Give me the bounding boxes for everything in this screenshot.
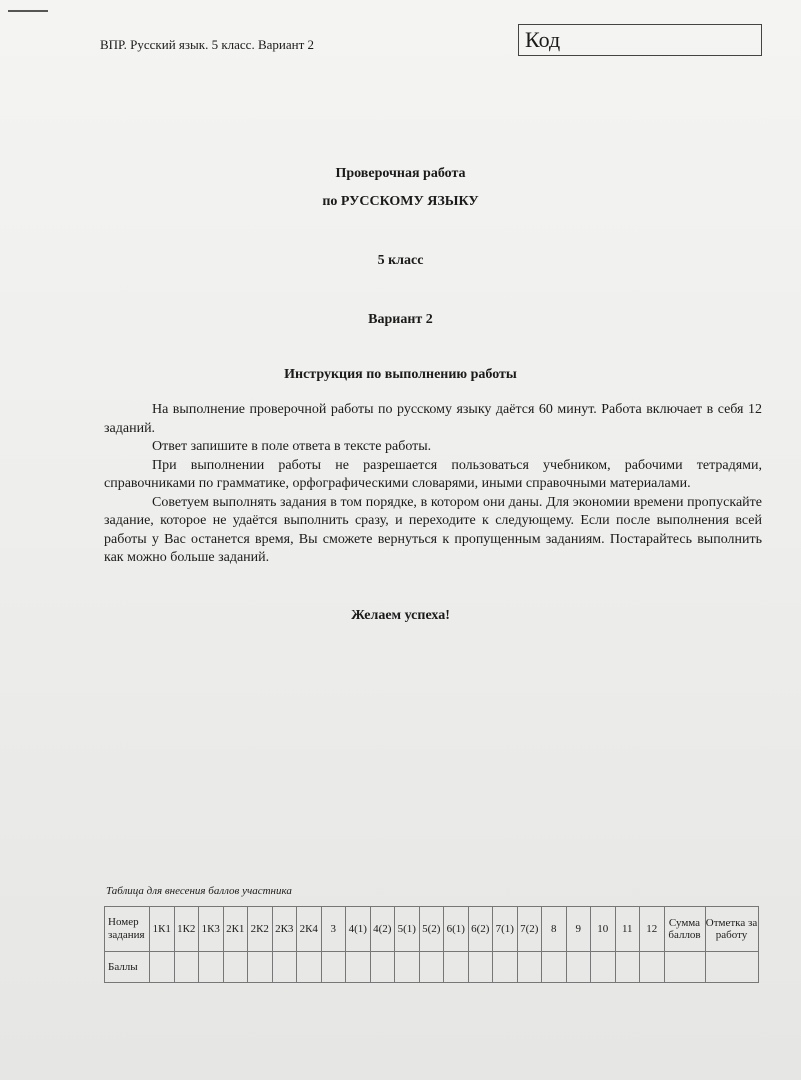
- code-field[interactable]: [518, 24, 762, 56]
- instruction-paragraph: Ответ запишите в поле ответа в тексте работы.: [152, 439, 432, 454]
- instructions-heading: Инструкция по выполнению работы: [284, 367, 517, 382]
- task-cell: 1К2: [174, 907, 199, 952]
- wish-text: Желаем успеха!: [351, 608, 450, 623]
- mark-header: Отметка за работу: [705, 907, 758, 952]
- instruction-paragraph: При выполнении работы не разрешается пользоваться учебником, рабочими тетрадями, справочниками по грамматике, орфографическими словарями, иными справочными материалами.: [104, 457, 762, 491]
- row-label-scores: Баллы: [105, 952, 150, 983]
- title-line1: Проверочная работа: [335, 166, 466, 181]
- task-cell: 7(2): [517, 907, 542, 952]
- code-label: Код: [525, 27, 561, 52]
- task-cell: 10: [591, 907, 616, 952]
- score-cell[interactable]: [493, 952, 518, 983]
- score-cell[interactable]: [150, 952, 175, 983]
- score-cell[interactable]: [199, 952, 224, 983]
- mark-cell[interactable]: [705, 952, 758, 983]
- score-cell[interactable]: [248, 952, 273, 983]
- task-cell: 11: [615, 907, 640, 952]
- score-cell[interactable]: [223, 952, 248, 983]
- instruction-paragraph: Советуем выполнять задания в том порядке, в котором они даны. Для экономии времени пропускайте задание, которое не удаётся выполнить сразу, и переходите к следующему. Если после выполнения всей работы у Вас останется время, Вы сможете вернуться к пропущенным заданиям. Постарайтесь выполнить как можно больше заданий.: [104, 494, 762, 565]
- score-cell[interactable]: [542, 952, 567, 983]
- row-label-task-number: Номер задания: [105, 907, 150, 952]
- task-cell: 6(2): [468, 907, 493, 952]
- task-number-row: [105, 907, 759, 952]
- page-header: ВПР. Русский язык. 5 класс. Вариант 2: [100, 37, 314, 52]
- variant-title: Вариант 2: [368, 312, 433, 327]
- instruction-paragraph: На выполнение проверочной работы по русскому языку даётся 60 минут. Работа включает в себя 12 заданий.: [104, 402, 762, 436]
- score-cell[interactable]: [395, 952, 420, 983]
- task-cell: 3: [321, 907, 346, 952]
- score-cell[interactable]: [640, 952, 665, 983]
- task-cell: 1К1: [150, 907, 175, 952]
- task-cell: 2К3: [272, 907, 297, 952]
- title-line2: по РУССКОМУ ЯЗЫКУ: [322, 194, 479, 209]
- task-cell: 7(1): [493, 907, 518, 952]
- score-cell[interactable]: [272, 952, 297, 983]
- score-cell[interactable]: [419, 952, 444, 983]
- task-cell: 1К3: [199, 907, 224, 952]
- task-cell: 5(1): [395, 907, 420, 952]
- score-cell[interactable]: [566, 952, 591, 983]
- score-cell[interactable]: [321, 952, 346, 983]
- task-cell: 9: [566, 907, 591, 952]
- task-cell: 2К4: [297, 907, 322, 952]
- task-cell: 4(2): [370, 907, 395, 952]
- score-cell[interactable]: [591, 952, 616, 983]
- task-cell: 5(2): [419, 907, 444, 952]
- task-cell: 6(1): [444, 907, 469, 952]
- task-cell: 8: [542, 907, 567, 952]
- edge-mark: [8, 10, 48, 12]
- table-caption: Таблица для внесения баллов участника: [106, 885, 292, 897]
- instructions-body: [104, 401, 762, 568]
- score-cell[interactable]: [370, 952, 395, 983]
- grade-title: 5 класс: [377, 253, 424, 268]
- sum-cell[interactable]: [664, 952, 705, 983]
- task-cell: 4(1): [346, 907, 371, 952]
- task-cell: 2К1: [223, 907, 248, 952]
- score-table: [104, 906, 759, 983]
- score-cell[interactable]: [444, 952, 469, 983]
- score-cell[interactable]: [174, 952, 199, 983]
- score-cell[interactable]: [297, 952, 322, 983]
- score-cell[interactable]: [346, 952, 371, 983]
- score-cell[interactable]: [615, 952, 640, 983]
- task-cell: 2К2: [248, 907, 273, 952]
- score-cell[interactable]: [468, 952, 493, 983]
- sum-header: Сумма баллов: [664, 907, 705, 952]
- task-cell: 12: [640, 907, 665, 952]
- score-row: [105, 952, 759, 983]
- score-cell[interactable]: [517, 952, 542, 983]
